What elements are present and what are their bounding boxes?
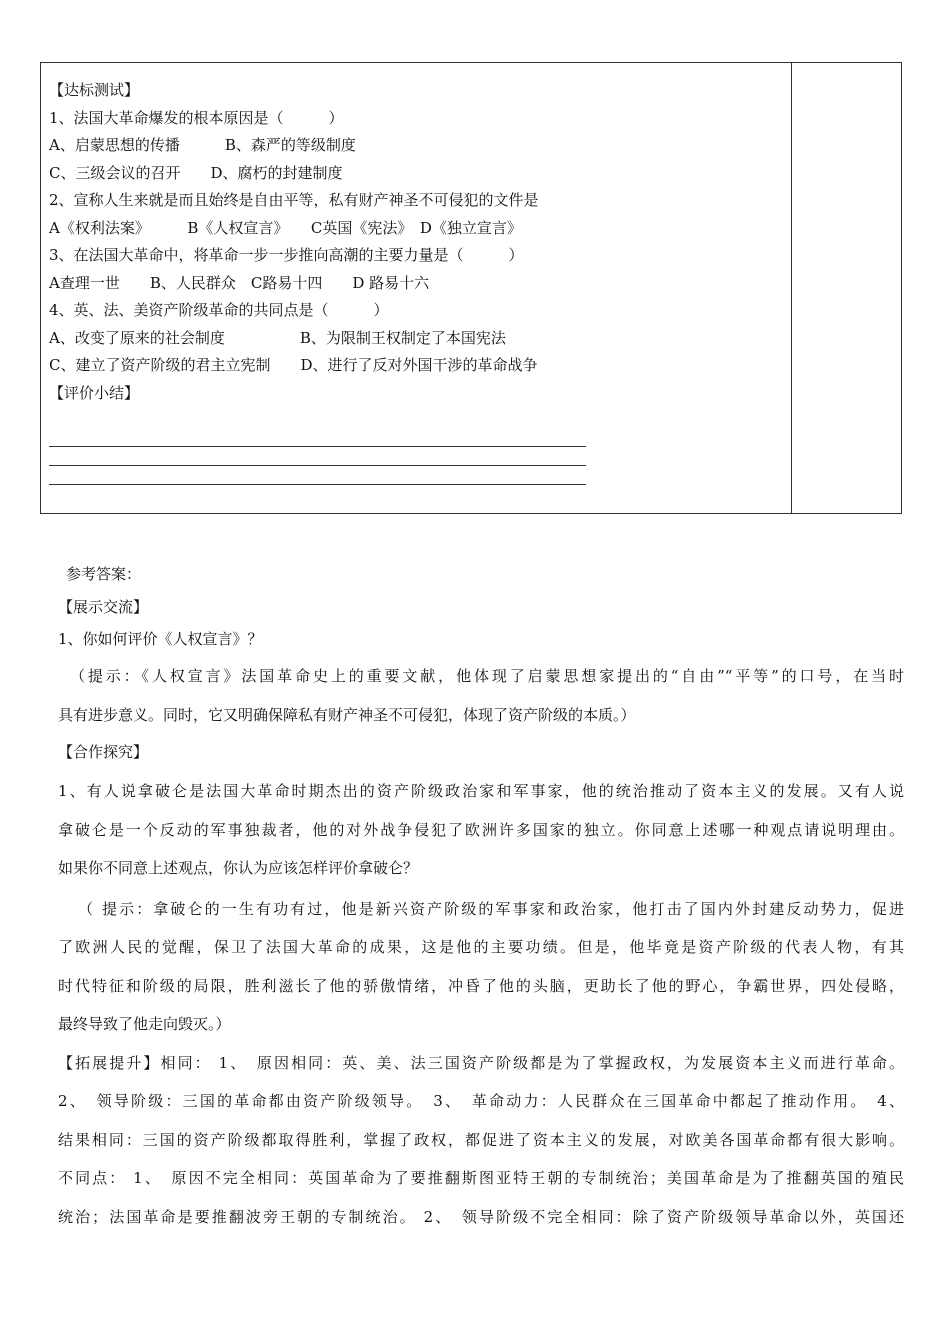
question-4-options-ab: A、改变了原来的社会制度 B、为限制王权制定了本国宪法	[49, 328, 506, 347]
show-hint-line: （提示：《人权宣言》法国革命史上的重要文献，他体现了启蒙思想家提出的“自由”“平等”的口号，在当时	[70, 667, 904, 685]
coop-hint-continued	[58, 928, 904, 1044]
coop-question-line: 如果你不同意上述观点，你认为应该怎样评价拿破仑？	[58, 859, 419, 877]
table-column-divider	[791, 63, 792, 513]
coop-question-line: 拿破仑是一个反动的军事独裁者，他的对外战争侵犯了欧洲许多国家的独立。你同意上述哪一种观点请说明理由。	[58, 820, 904, 839]
extend-line: 【拓展提升】相同： 1、 原因相同：英、美、法三国资产阶级都是为了掌握政权，为发展资本主义而进行革命。	[58, 1053, 904, 1072]
summary-blank-line	[49, 465, 586, 466]
summary-heading: 【评价小结】	[49, 383, 140, 402]
extend-line: 不同点： 1、 原因不完全相同：英国革命为了要推翻斯图亚特王朝的专制统治；美国革命是为了推翻英国的殖民	[58, 1169, 904, 1187]
coop-hint-line: 时代特征和阶级的局限，胜利滋长了他的骄傲情绪，冲昏了他的头脑，更助长了他的野心，争霸世界，四处侵略，	[58, 976, 904, 995]
test-heading: 【达标测试】	[49, 81, 140, 99]
coop-hint-line: 了欧洲人民的觉醒，保卫了法国大革命的成果，这是他的主要功绩。但是，他毕竟是资产阶级的代表人物，有其	[58, 938, 904, 956]
question-4-options-cd: C、建立了资产阶级的君主立宪制 D、进行了反对外国干涉的革命战争	[49, 356, 538, 374]
question-3-options: A查理一世 B、人民群众 C路易十四 D 路易十六	[49, 273, 430, 292]
coop-hint	[78, 890, 904, 929]
coop-hint-line: （ 提示：拿破仑的一生有功有过，他是新兴资产阶级的军事家和政治家，他打击了国内外封建反动势力，促进	[78, 899, 904, 918]
summary-blank-line	[49, 484, 586, 485]
test-section	[49, 77, 779, 407]
extend-line: 统治；法国革命是要推翻波旁王朝的专制统治。 2、 领导阶级不完全相同：除了资产阶级领导革命以外，英国还	[58, 1207, 904, 1226]
show-hint-line: 具有进步意义。同时，它又明确保障私有财产神圣不可侵犯，体现了资产阶级的本质。）	[58, 705, 636, 724]
coop-question-line: 1、有人说拿破仑是法国大革命时期杰出的资产阶级政治家和军事家，他的统治推动了资本主义的发展。又有人说	[58, 782, 904, 800]
show-question: 1、你如何评价《人权宣言》？	[58, 630, 263, 648]
question-1-options-cd: C、三级会议的召开 D、腐朽的封建制度	[49, 163, 343, 182]
question-4-stem: 4、英、法、美资产阶级革命的共同点是（ ）	[49, 301, 389, 319]
coop-hint-line: 最终导致了他走向毁灭。）	[58, 1015, 231, 1033]
show-hint	[70, 657, 904, 696]
test-table	[40, 62, 902, 514]
question-2-options: A《权利法案》 B《人权宣言》 C英国《宪法》 D《独立宣言》	[49, 218, 522, 237]
coop-heading: 【合作探究】	[58, 743, 149, 761]
answers-title: 参考答案：	[66, 565, 142, 583]
question-3-stem: 3、在法国大革命中，将革命一步一步推向高潮的主要力量是（ ）	[49, 246, 524, 264]
question-1-options-ab: A、启蒙思想的传播 B、森严的等级制度	[49, 136, 356, 154]
extend-line: 结果相同：三国的资产阶级都取得胜利，掌握了政权，都促进了资本主义的发展，对欧美各国革命都有很大影响。	[58, 1130, 904, 1149]
show-hint-continued	[58, 696, 904, 735]
answer-section	[58, 558, 904, 1236]
question-2-stem: 2、宣称人生来就是而且始终是自由平等，私有财产神圣不可侵犯的文件是	[49, 191, 539, 209]
show-heading: 【展示交流】	[58, 598, 149, 616]
summary-blank-line	[49, 446, 586, 447]
coop-question	[58, 772, 904, 888]
extend-section	[58, 1044, 904, 1237]
extend-line: 2、 领导阶级：三国的革命都由资产阶级领导。 3、 革命动力：人民群众在三国革命中都起了推动作用。 4、	[58, 1092, 904, 1110]
question-1-stem: 1、法国大革命爆发的根本原因是（ ）	[49, 108, 344, 127]
